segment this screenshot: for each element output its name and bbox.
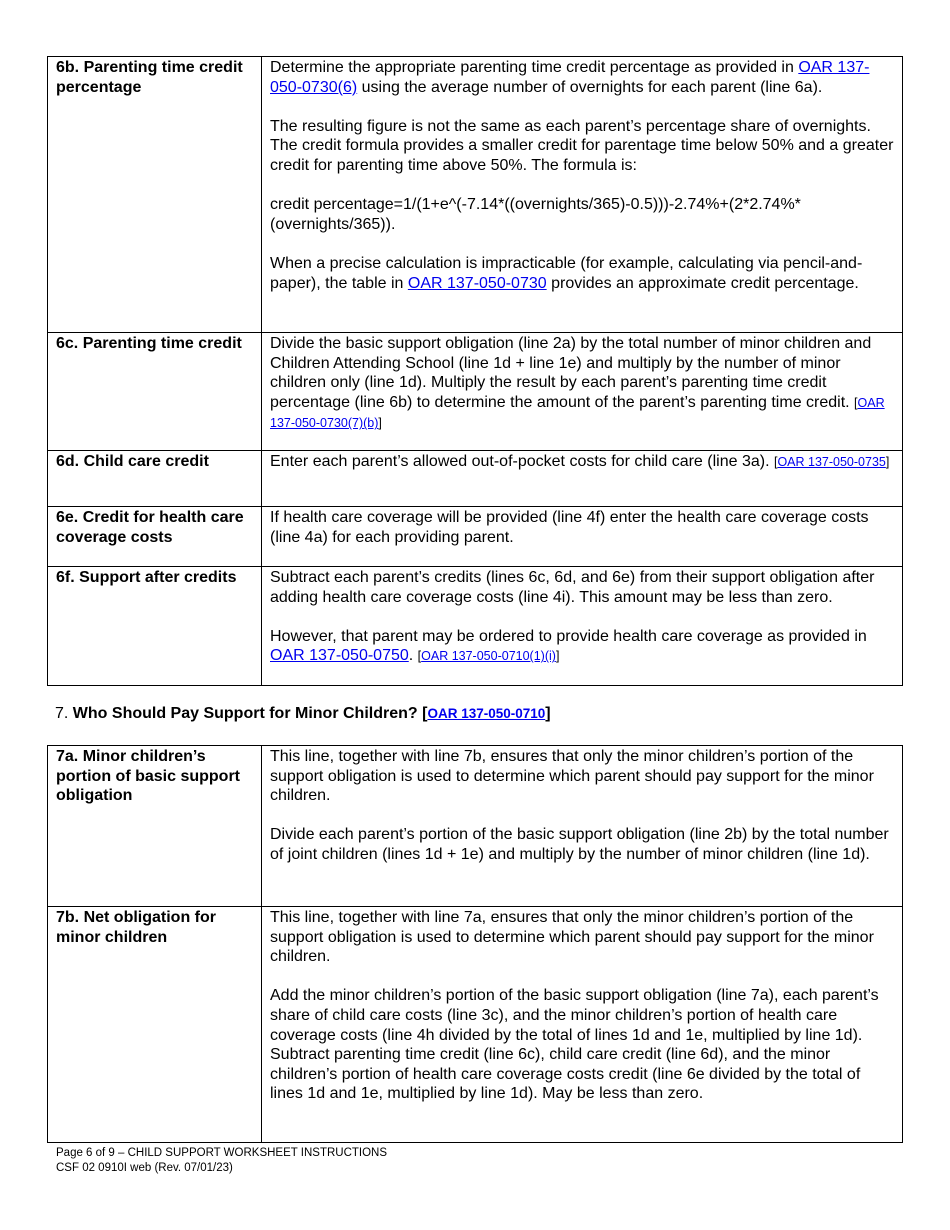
section-7-heading [55,705,551,723]
section-title: Who Should Pay Support for Minor Children? [72,705,418,722]
instruction-paragraph [270,254,894,293]
instruction-paragraph [270,627,894,667]
text-segment: credit percentage=1/(1+e^(-7.14*((overnights/365)-0.5)))-2.74%+(2*2.74%*(overnights/365)). [270,196,801,233]
text-segment: Subtract each parent’s credits (lines 6c, 6d, and 6e) from their support obligation after adding health care coverage costs (line 4i). This amount may be less than zero. [270,569,875,606]
text-segment: This line, together with line 7b, ensures that only the minor children’s portion of the support obligation is used to determine which parent should pay support for the minor children. [270,748,874,805]
instruction-paragraph [270,908,894,967]
line-label: 6f. Support after credits [48,567,262,686]
table-row [48,746,903,907]
line-label: 6b. Parenting time credit percentage [48,57,262,333]
footer-page-info: Page 6 of 9 – CHILD SUPPORT WORKSHEET INSTRUCTIONS [56,1147,388,1159]
bracket-open: [ [422,705,428,722]
bracket-close: ] [545,705,551,722]
text-segment: [ [854,395,858,410]
line-instructions [262,333,903,451]
instruction-paragraph [270,568,894,607]
text-segment: provides an approximate credit percentage. [546,274,859,292]
instruction-paragraph [270,747,894,806]
instruction-paragraph [270,825,894,864]
oar-link[interactable]: OAR 137-050-0730 [407,274,547,292]
instructions-table-line-7 [47,745,903,1143]
instruction-paragraph [270,508,894,547]
table-row [48,907,903,1143]
text-segment: using the average number of overnights for each parent (line 6a). [357,78,823,96]
line-label: 6e. Credit for health care coverage costs [48,507,262,567]
line-instructions [262,746,903,907]
text-segment: ] [378,416,382,431]
line-label: 6d. Child care credit [48,451,262,507]
text-segment: ] [885,455,890,469]
text-segment: Add the minor children’s portion of the basic support obligation (line 7a), each parent’s share of child care costs (line 3c), and the minor children’s portion of health care coverage costs (line 4h divided by the total of lines 1d and 1e, multiplied by line 1d). Subtract parenting time credit (line 6c), child care credit (line 6d), and the minor children’s portion of health care coverage costs credit (line 6e divided by the total of lines 1d and 1e, multiplied by line 1d). May be less than zero. [270,987,879,1103]
text-segment: Determine the appropriate parenting time credit percentage as provided in [270,59,799,76]
table-row [48,57,903,333]
text-segment: . [408,647,418,665]
text-segment: [ [417,649,422,664]
line-label: 7a. Minor children’s portion of basic support obligation [48,746,262,907]
table-row [48,507,903,567]
text-segment: Divide each parent’s portion of the basic support obligation (line 2b) by the total number of joint children (lines 1d + 1e) and multiply by the number of minor children (line 1d). [270,826,889,863]
line-label: 6c. Parenting time credit [48,333,262,451]
oar-link[interactable]: OAR 137-050-0730(6) [270,59,870,96]
line-label: 7b. Net obligation for minor children [48,907,262,1143]
line-instructions [262,57,903,333]
text-segment: When a precise calculation is impracticable (for example, calculating via pencil-and-paper), the table in [270,254,863,292]
instructions-table-line-6 [47,56,903,686]
instruction-paragraph [270,117,894,176]
table-row [48,567,903,686]
line-instructions [262,907,903,1143]
oar-link[interactable]: OAR 137-050-0750 [270,647,409,665]
section-number: 7. [55,705,69,722]
instruction-paragraph [270,334,894,434]
text-segment: The resulting figure is not the same as each parent’s percentage share of overnights. The credit formula provides a smaller credit for parentage time below 50% and a greater credit for parenting time above 50%. The formula is: [270,117,894,174]
text-segment: [ [773,455,778,469]
page-footer [56,1146,387,1176]
instruction-paragraph [270,986,894,1104]
text-segment: However, that parent may be ordered to provide health care coverage as provided in [270,627,867,645]
oar-link[interactable]: OAR 137-050-0730(7)(b) [270,395,885,431]
text-segment: Divide the basic support obligation (line 2a) by the total number of minor children and Children Attending School (line 1d + line 1e) and multiply by the number of minor children only (line 1d). Multiply the result by each parent’s parenting time credit percentage (line 6b) to determine the amount of the parent’s parenting time credit. [270,335,872,411]
instruction-paragraph [270,452,894,473]
text-segment: ] [555,649,560,664]
line-instructions [262,451,903,507]
text-segment: This line, together with line 7a, ensures that only the minor children’s portion of the support obligation is used to determine which parent should pay support for the minor children. [270,909,874,966]
table-row [48,451,903,507]
oar-link[interactable]: OAR 137-050-0735 [777,455,886,469]
text-segment: Enter each parent’s allowed out-of-pocket costs for child care (line 3a). [270,453,774,470]
oar-link[interactable]: OAR 137-050-0710(1)(i) [421,649,556,664]
footer-form-id: CSF 02 0910I web (Rev. 07/01/23) [56,1162,233,1174]
instruction-paragraph [270,195,894,234]
text-segment: If health care coverage will be provided (line 4f) enter the health care coverage costs (line 4a) for each providing parent. [270,509,869,546]
line-instructions [262,567,903,686]
oar-link[interactable]: OAR 137-050-0710 [427,706,546,721]
table-row [48,333,903,451]
line-instructions [262,507,903,567]
instruction-paragraph [270,58,894,97]
